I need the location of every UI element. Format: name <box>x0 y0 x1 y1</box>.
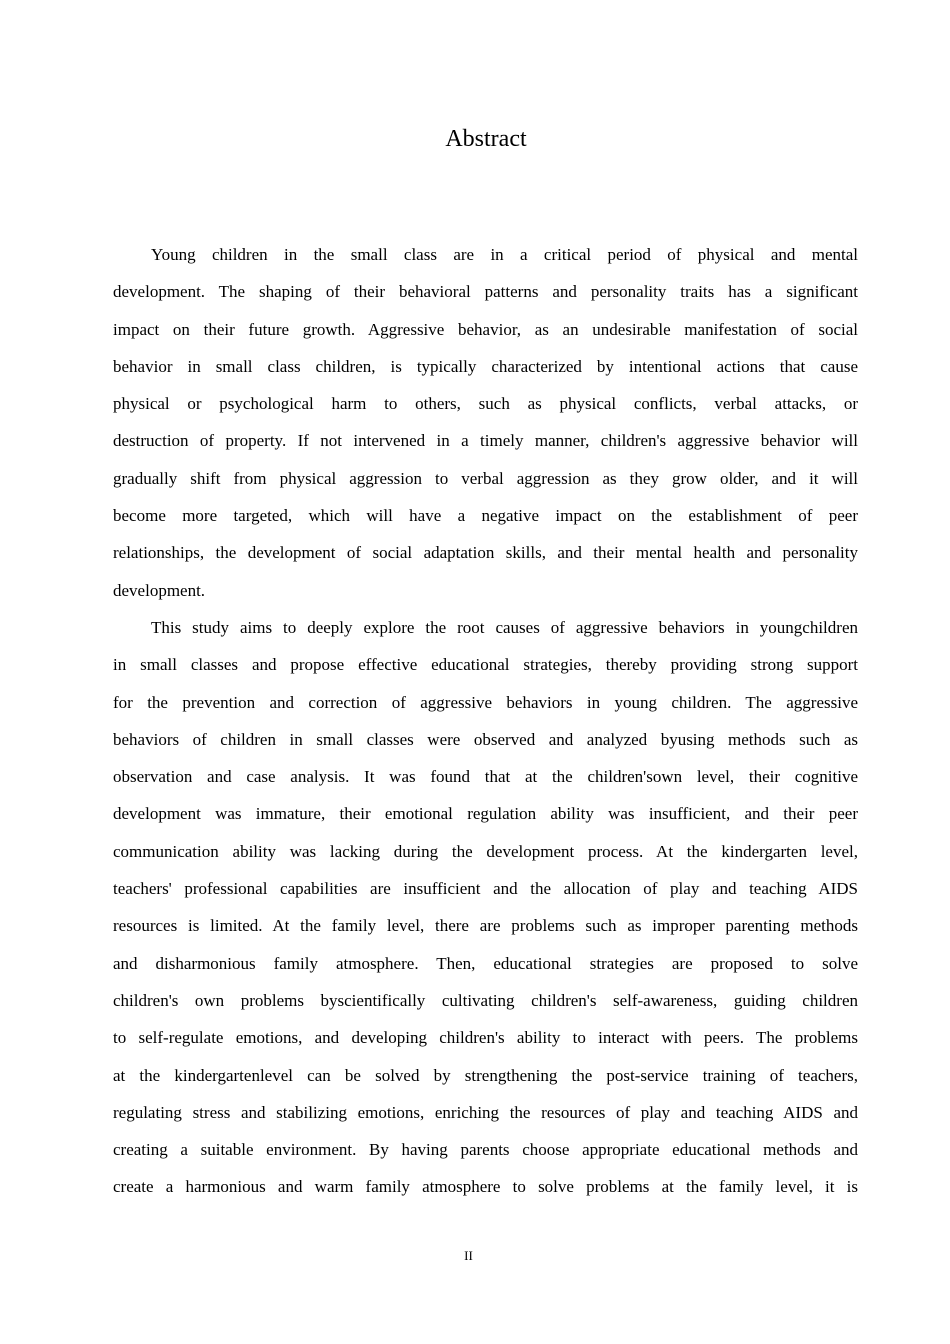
text-line: for the prevention and correction of aggressive behaviors in young children. The aggressive <box>113 692 858 712</box>
text-line: create a harmonious and warm family atmosphere to solve problems at the family level, it is <box>113 1177 858 1197</box>
paragraph <box>113 609 858 1206</box>
text-line: relationships, the development of social adaptation skills, and their mental health and personality <box>113 543 858 563</box>
text-line: communication ability was lacking during the development process. At the kindergarten level, <box>113 841 858 861</box>
paragraph <box>113 236 858 609</box>
abstract-body <box>113 236 858 1206</box>
text-line: This study aims to deeply explore the root causes of aggressive behaviors in youngchildren <box>151 617 858 637</box>
text-line: gradually shift from physical aggression to verbal aggression as they grow older, and it will <box>113 468 858 488</box>
text-line: development. <box>113 580 206 600</box>
text-line: development was immature, their emotional regulation ability was insufficient, and their peer <box>113 804 858 824</box>
text-line: behaviors of children in small classes were observed and analyzed byusing methods such as <box>113 729 858 749</box>
text-line: creating a suitable environment. By having parents choose appropriate educational methods and <box>113 1140 858 1160</box>
text-line: development. The shaping of their behavioral patterns and personality traits has a significant <box>113 282 858 302</box>
page-title: Abstract <box>445 126 527 152</box>
text-line: in small classes and propose effective educational strategies, thereby providing strong support <box>113 655 858 675</box>
text-line: behavior in small class children, is typically characterized by intentional actions that cause <box>113 356 858 376</box>
text-line: children's own problems byscientifically cultivating children's self-awareness, guiding children <box>113 990 858 1010</box>
text-line: to self-regulate emotions, and developing children's ability to interact with peers. The problems <box>113 1028 858 1048</box>
text-line: and disharmonious family atmosphere. Then, educational strategies are proposed to solve <box>113 953 858 973</box>
text-line: at the kindergartenlevel can be solved by strengthening the post-service training of teachers, <box>113 1065 858 1085</box>
text-line: physical or psychological harm to others, such as physical conflicts, verbal attacks, or <box>113 394 858 414</box>
text-line: destruction of property. If not intervened in a timely manner, children's aggressive behavior will <box>113 431 858 451</box>
text-line: become more targeted, which will have a negative impact on the establishment of peer <box>113 506 858 526</box>
text-line: teachers' professional capabilities are insufficient and the allocation of play and teaching AIDS <box>113 879 858 899</box>
page-number: II <box>464 1248 473 1263</box>
text-line: impact on their future growth. Aggressive behavior, as an undesirable manifestation of social <box>113 319 858 339</box>
text-line: regulating stress and stabilizing emotions, enriching the resources of play and teaching AIDS and <box>113 1102 858 1122</box>
text-line: observation and case analysis. It was found that at the children'sown level, their cognitive <box>113 767 858 787</box>
text-line: Young children in the small class are in a critical period of physical and mental <box>151 245 858 264</box>
text-line: resources is limited. At the family level, there are problems such as improper parenting methods <box>113 916 858 936</box>
